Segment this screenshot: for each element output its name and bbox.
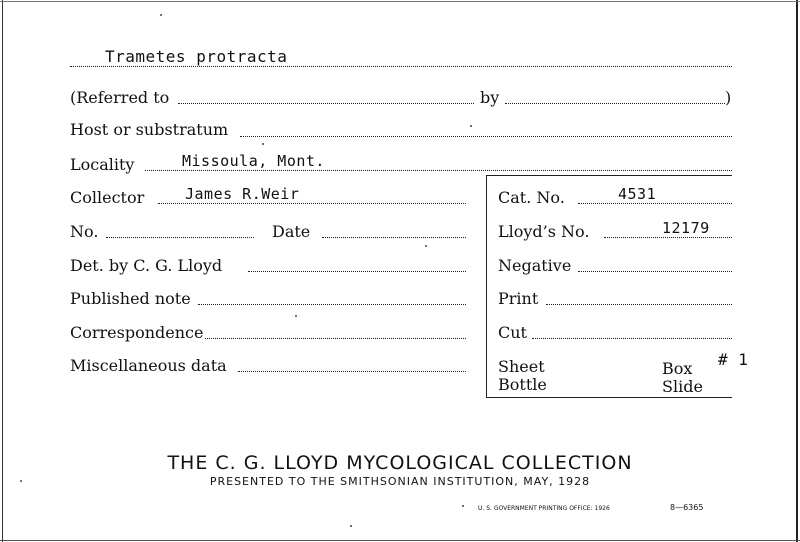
- locality-line: [145, 170, 732, 171]
- misc-line: [238, 371, 466, 372]
- print-label: Print: [498, 289, 539, 308]
- bottle-label: Bottle: [498, 375, 547, 394]
- det-label: Det. by C. G. Lloyd: [70, 256, 223, 275]
- form-number: 8—6365: [670, 503, 704, 512]
- host-label: Host or substratum: [70, 120, 229, 139]
- box-label: Box: [662, 359, 693, 378]
- correspondence-label: Correspondence: [70, 323, 204, 342]
- lloyd-no-line: [604, 237, 732, 238]
- referred-to-label: (Referred to: [70, 88, 170, 107]
- box-number: # 1: [718, 350, 749, 369]
- no-label: No.: [70, 222, 99, 241]
- host-line: [240, 136, 732, 137]
- speck: [262, 143, 264, 145]
- speck: [20, 480, 22, 482]
- collector-value: James R.Weir: [185, 185, 300, 203]
- locality-value: Missoula, Mont.: [182, 152, 325, 170]
- card-edge-top: [0, 1, 800, 2]
- published-label: Published note: [70, 289, 191, 308]
- speck: [350, 525, 352, 527]
- sheet-label: Sheet: [498, 357, 545, 376]
- negative-line: [578, 271, 732, 272]
- speck: [425, 245, 427, 247]
- right-box-top: [486, 175, 732, 176]
- date-line: [322, 237, 466, 238]
- collector-label: Collector: [70, 188, 145, 207]
- referred-by-label: by: [480, 88, 500, 107]
- cat-no-label: Cat. No.: [498, 188, 565, 207]
- cut-label: Cut: [498, 323, 527, 342]
- printer-note: U. S. GOVERNMENT PRINTING OFFICE: 1926: [478, 505, 610, 512]
- collection-title: THE C. G. LLOYD MYCOLOGICAL COLLECTION: [167, 452, 633, 474]
- species-line: [70, 66, 732, 67]
- speck: [295, 315, 297, 317]
- species-name: Trametes protracta: [105, 47, 288, 66]
- misc-label: Miscellaneous data: [70, 356, 227, 375]
- lloyd-no-label: Lloyd’s No.: [498, 222, 590, 241]
- speck: [160, 14, 162, 16]
- det-line: [248, 271, 466, 272]
- negative-label: Negative: [498, 256, 572, 275]
- card-edge-bottom: [0, 540, 800, 541]
- no-line: [106, 237, 254, 238]
- cut-line: [532, 338, 732, 339]
- referred-by-line: [505, 103, 725, 104]
- cat-no-line: [578, 203, 732, 204]
- collector-line: [158, 203, 466, 204]
- speck: [462, 505, 464, 507]
- correspondence-line: [205, 338, 466, 339]
- right-box-bottom: [486, 397, 732, 398]
- print-line: [546, 304, 732, 305]
- referred-to-line: [178, 103, 474, 104]
- slide-label: Slide: [662, 377, 703, 396]
- published-line: [198, 304, 466, 305]
- speck: [470, 125, 472, 127]
- collection-subtitle: PRESENTED TO THE SMITHSONIAN INSTITUTION, MAY, 1928: [209, 475, 591, 488]
- cat-no-value: 4531: [618, 185, 657, 203]
- lloyd-no-value: 12179: [662, 219, 710, 237]
- right-box-divider: [486, 175, 487, 397]
- locality-label: Locality: [70, 155, 135, 174]
- referred-close-paren: ): [725, 88, 732, 107]
- date-label: Date: [272, 222, 311, 241]
